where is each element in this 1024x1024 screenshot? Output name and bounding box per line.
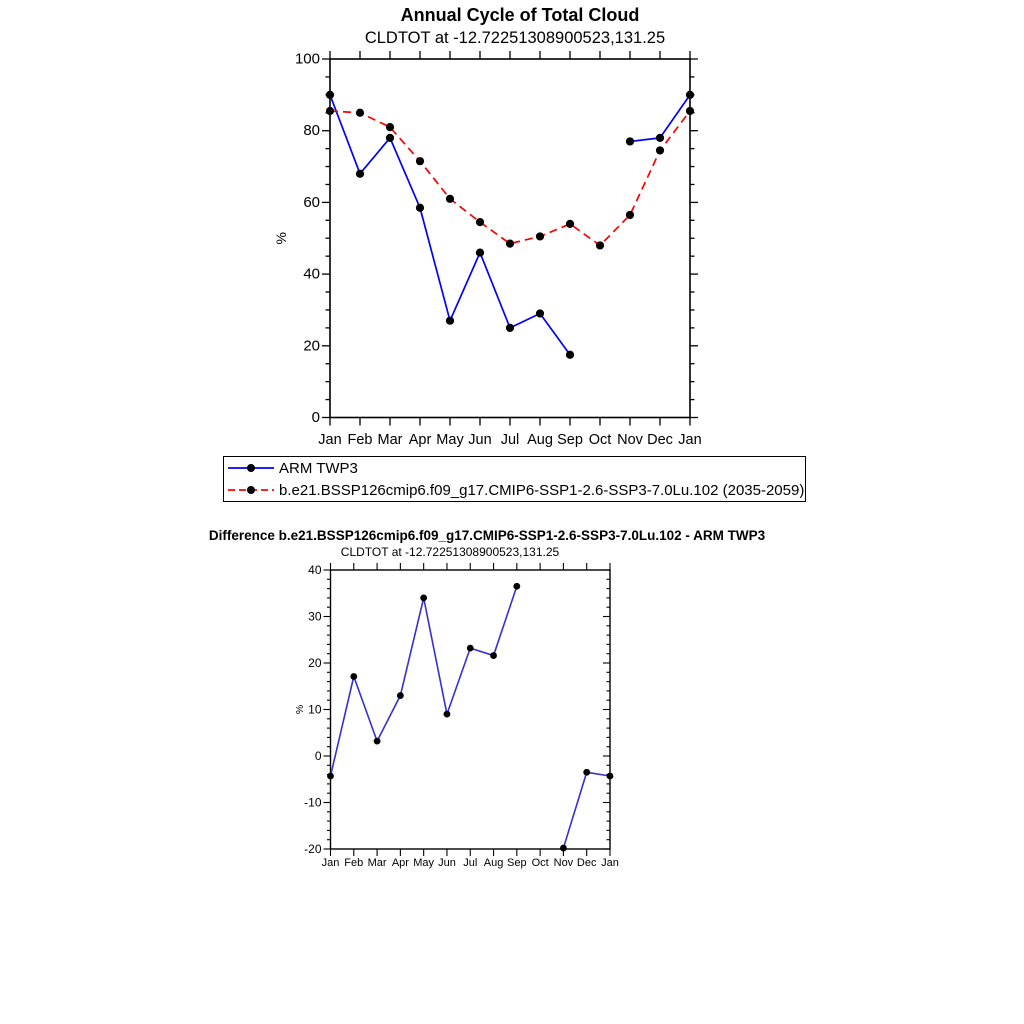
y-tick-label: 60 (303, 193, 320, 211)
bottom-chart-title: Difference b.e21.BSSP126cmip6.f09_g17.CMIP6-SSP1-2.6-SSP3-7.0Lu.102 - ARM TWP3 (208, 528, 766, 543)
data-point-marker (626, 211, 634, 219)
plot-frame (331, 570, 611, 849)
data-point-marker (626, 137, 634, 145)
x-tick-label: Sep (557, 432, 583, 448)
x-tick-label: Feb (344, 857, 364, 869)
top-chart-title: Annual Cycle of Total Cloud (400, 5, 640, 25)
y-tick-label: -20 (304, 842, 322, 856)
data-point-marker (476, 248, 484, 256)
data-point-marker (566, 351, 574, 359)
y-tick-label: 40 (303, 265, 320, 283)
legend-label: ARM TWP3 (279, 459, 358, 477)
x-tick-label: May (436, 432, 464, 448)
data-point-marker (536, 309, 544, 317)
legend-entry-arm-twp3 (224, 457, 805, 479)
data-point-marker (326, 91, 334, 99)
data-point-marker (444, 711, 451, 718)
data-point-marker (560, 845, 567, 852)
x-tick-label: Jan (321, 857, 340, 869)
x-tick-label: May (413, 857, 435, 869)
data-point-marker (656, 134, 664, 142)
x-tick-label: Aug (483, 857, 504, 869)
data-point-marker (356, 109, 364, 117)
plot-frame (330, 59, 690, 418)
series-line-0 (563, 772, 610, 848)
x-tick-label: Sep (507, 857, 527, 869)
x-tick-label: Jan (601, 857, 619, 869)
y-axis-title: % (294, 704, 306, 715)
chart-1 (294, 563, 619, 869)
y-tick-label: 20 (303, 337, 320, 355)
x-tick-label: Jan (318, 432, 342, 448)
y-tick-label: 10 (308, 702, 322, 717)
data-point-marker (416, 204, 424, 212)
data-point-marker (386, 134, 394, 142)
data-point-marker (467, 645, 474, 652)
data-point-marker (566, 220, 574, 228)
x-tick-label: Nov (617, 432, 643, 448)
top-chart-subtitle: CLDTOT at -12.72251308900523,131.25 (364, 29, 666, 47)
y-tick-label: 20 (308, 656, 322, 670)
x-tick-label: Jul (500, 432, 520, 448)
bottom-chart-subtitle: CLDTOT at -12.72251308900523,131.25 (340, 545, 560, 559)
data-point-marker (386, 123, 394, 131)
y-tick-label: 80 (303, 122, 320, 140)
series-line-0 (330, 95, 570, 355)
y-tick-label: 100 (294, 50, 320, 68)
x-tick-label: Aug (527, 432, 553, 448)
data-point-marker (536, 232, 544, 240)
legend-sample-marker (247, 486, 255, 494)
data-point-marker (656, 146, 664, 154)
legend-line-sample (227, 462, 275, 474)
data-point-marker (446, 317, 454, 325)
data-point-marker (326, 107, 334, 115)
x-tick-label: Jun (438, 857, 456, 869)
x-tick-label: Mar (377, 432, 403, 448)
x-tick-label: Oct (588, 432, 612, 448)
legend-sample-marker (247, 464, 255, 472)
legend-box (223, 456, 806, 502)
y-tick-label: 40 (308, 563, 322, 577)
x-tick-label: Dec (576, 857, 597, 869)
x-tick-label: Apr (408, 432, 432, 448)
series-line-1 (330, 111, 690, 245)
data-point-marker (420, 595, 427, 602)
x-tick-label: Jan (678, 432, 702, 448)
data-point-marker (686, 107, 694, 115)
data-point-marker (506, 324, 514, 332)
x-tick-label: Mar (367, 857, 387, 869)
data-point-marker (374, 738, 381, 745)
data-point-marker (476, 218, 484, 226)
series-line-0 (331, 586, 517, 776)
data-point-marker (583, 769, 590, 776)
y-tick-label: 30 (308, 609, 322, 624)
legend-line-sample (227, 484, 275, 496)
data-point-marker (397, 692, 404, 699)
x-tick-label: Nov (553, 857, 574, 869)
data-point-marker (350, 673, 357, 680)
legend-label: b.e21.BSSP126cmip6.f09_g17.CMIP6-SSP1-2.6-SSP3-7.0Lu.102 (2035-2059) (279, 481, 805, 499)
data-point-marker (490, 652, 497, 659)
legend-entry-model (224, 479, 805, 501)
data-point-marker (686, 91, 694, 99)
data-point-marker (607, 773, 614, 780)
x-tick-label: Jul (463, 857, 478, 869)
x-tick-label: Apr (391, 857, 409, 869)
data-point-marker (446, 195, 454, 203)
y-tick-label: 0 (314, 749, 322, 763)
data-point-marker (513, 583, 520, 590)
x-tick-label: Oct (531, 857, 549, 869)
data-point-marker (416, 157, 424, 165)
x-tick-label: Dec (647, 432, 673, 448)
y-tick-label: 0 (311, 409, 320, 426)
x-tick-label: Jun (468, 432, 492, 448)
data-point-marker (596, 241, 604, 249)
data-point-marker (327, 773, 334, 780)
y-axis-title: % (273, 232, 289, 245)
x-tick-label: Feb (347, 432, 373, 448)
chart-0 (273, 51, 702, 449)
y-tick-label: -10 (304, 795, 322, 810)
data-point-marker (506, 240, 514, 248)
data-point-marker (356, 170, 364, 178)
